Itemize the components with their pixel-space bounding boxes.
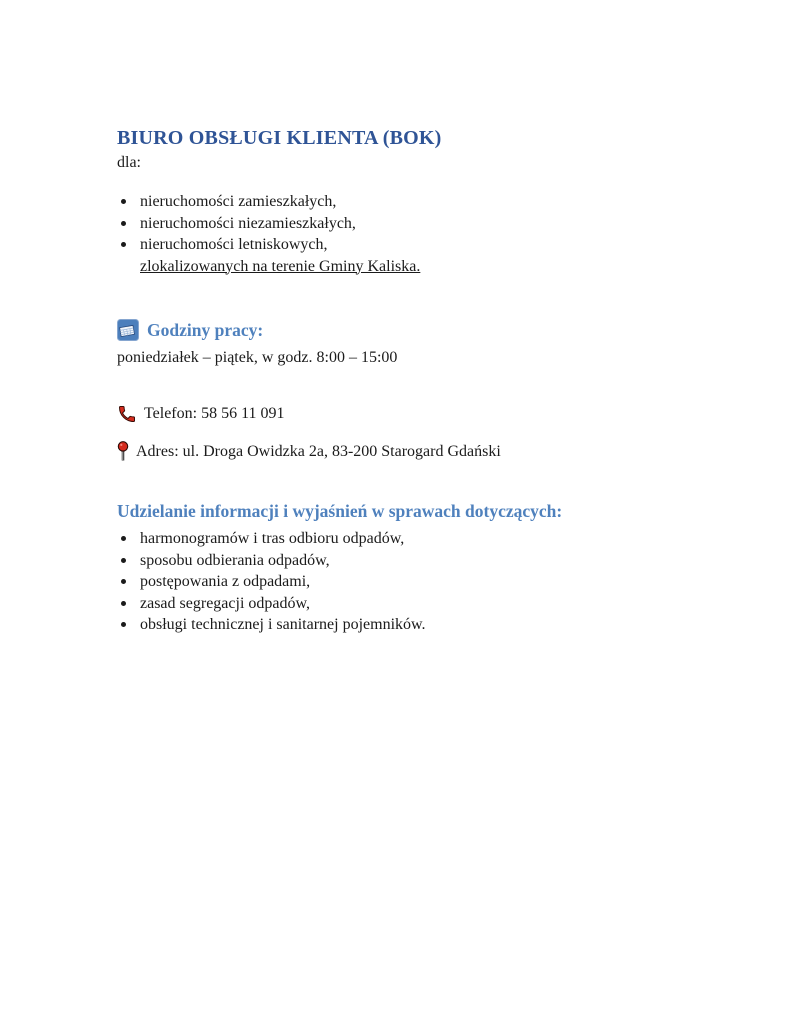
address-text: Adres: ul. Droga Owidzka 2a, 83-200 Starogard Gdański bbox=[136, 442, 501, 460]
info-list bbox=[117, 528, 710, 636]
list-item-text: nieruchomości niezamieszkałych, bbox=[140, 214, 356, 232]
phone-row bbox=[117, 404, 710, 424]
list-item bbox=[117, 571, 710, 593]
list-item bbox=[117, 550, 710, 572]
info-section-heading: Udzielanie informacji i wyjaśnień w sprawach dotyczących: bbox=[117, 501, 563, 521]
address-row bbox=[117, 441, 710, 462]
list-item-underlined-text: zlokalizowanych na terenie Gminy Kaliska. bbox=[140, 257, 421, 275]
page-title: BIURO OBSŁUGI KLIENTA (BOK) bbox=[117, 127, 442, 149]
calendar-icon bbox=[117, 319, 139, 341]
property-list bbox=[117, 191, 710, 277]
phone-text: Telefon: 58 56 11 091 bbox=[144, 405, 285, 422]
list-item bbox=[117, 614, 710, 636]
list-item bbox=[117, 191, 710, 213]
list-item bbox=[117, 213, 710, 235]
list-item-text: zasad segregacji odpadów, bbox=[140, 594, 310, 612]
list-item-text: nieruchomości letniskowych, bbox=[140, 236, 328, 253]
working-hours-value: poniedziałek – piątek, w godz. 8:00 – 15:00 bbox=[117, 349, 398, 366]
list-item bbox=[117, 593, 710, 615]
list-item bbox=[117, 528, 710, 550]
list-item-text: sposobu odbierania odpadów, bbox=[140, 551, 330, 569]
list-item-text: nieruchomości zamieszkałych, bbox=[140, 193, 337, 210]
pin-icon bbox=[117, 441, 129, 462]
phone-icon bbox=[117, 404, 137, 424]
list-item-text: postępowania z odpadami, bbox=[140, 573, 311, 590]
list-item-text: obsługi technicznej i sanitarnej pojemników. bbox=[140, 616, 426, 633]
working-hours-heading-row bbox=[117, 319, 710, 341]
working-hours-heading: Godziny pracy: bbox=[147, 319, 264, 340]
list-item-text: harmonogramów i tras odbioru odpadów, bbox=[140, 530, 405, 547]
list-item bbox=[117, 234, 710, 277]
subtitle: dla: bbox=[117, 154, 141, 171]
